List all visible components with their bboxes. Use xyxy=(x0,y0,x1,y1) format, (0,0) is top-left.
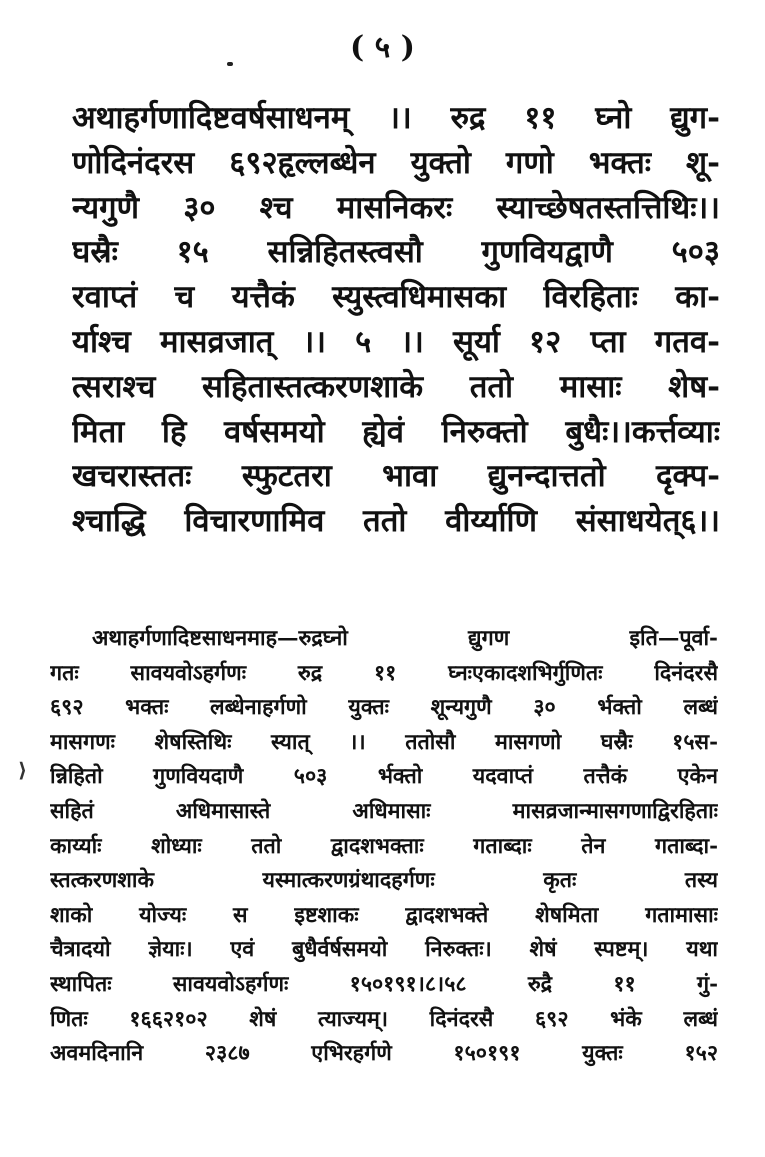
verse-line: त्सराश्च सहितास्तत्करणशाके ततो मासाः शेष- xyxy=(72,368,720,405)
verse-block xyxy=(72,96,720,544)
verse-line: खचरास्ततः स्फुटतरा भावा द्युनन्दात्ततो दृक्प- xyxy=(72,458,720,495)
commentary-line: मासगणः शेषस्तिथिः स्यात् ।। ततोसौ मासगणो घस्रैः १५स- xyxy=(50,729,718,755)
verse-line: श्चाद्धि विचारणामिव ततो वीर्य्याणि संसाधयेत्६।। xyxy=(72,503,720,540)
verse-line: र्याश्च मासव्रजात् ।। ५ ।। सूर्या १२ प्ता गतव- xyxy=(72,323,720,360)
verse-line: घस्रैः १५ सन्निहितस्त्वसौ गुणवियद्वाणै ५०३ xyxy=(72,234,720,271)
commentary-line: णितः १६६२१०२ शेषं त्याज्यम्। दिनंदरसै ६९२ भंके लब्धं xyxy=(50,1006,718,1032)
commentary-line: स्थापितः सावयवोऽहर्गणः १५०१९१।८।५८ रुद्रै ११ गुं- xyxy=(50,971,718,997)
verse-line: न्यगुणै ३० श्च मासनिकरः स्याच्छेषतस्तत्तिथिः।। xyxy=(72,189,720,226)
verse-line: णोदिनंदरस ६९२हृल्लब्धेन युक्तो गणो भक्तः शू- xyxy=(72,144,720,181)
commentary-line: अथाहर्गणादिष्टसाधनमाह—रुद्रघ्नो द्युगण इति—पूर्वा- xyxy=(92,626,718,651)
commentary-line: ६९२ भक्तः लब्धेनाहर्गणो युक्तः शून्यगुणै ३० र्भक्तो लब्धं xyxy=(50,695,718,721)
verse-line: अथाहर्गणादिष्टवर्षसाधनम् ।। रुद्र ११ घ्नो द्युग- xyxy=(72,100,720,136)
commentary-line: न्निहितो गुणवियदाणै ५०३ र्भक्तो यदवाप्तं तत्तैकं एकेन xyxy=(50,764,718,790)
commentary-line: सहितं अधिमासास्ते अधिमासाः मासव्रजान्मासगणाद्विरहिताः xyxy=(50,798,718,824)
commentary-line: चैत्रादयो ज्ञेयाः। एवं बुधैर्वर्षसमयो निरुक्तः। शेषं स्पष्टम्। यथा xyxy=(50,937,718,963)
commentary-line: कार्य्याः शोध्याः ततो द्वादशभक्ताः गताब्दाः तेन गताब्दा- xyxy=(50,833,718,859)
page-number: ( ५ ) xyxy=(350,30,415,65)
commentary-block xyxy=(50,622,718,1072)
commentary-line: शाको योज्यः स इष्टशाकः द्वादशभक्ते शेषमिता गतामासाः xyxy=(50,902,718,928)
verse-line: मिता हि वर्षसमयो ह्येवं निरुक्तो बुधैः।।कर्त्तव्याः xyxy=(72,413,720,450)
margin-mark: ⟩ xyxy=(18,758,28,782)
ink-speck xyxy=(227,62,233,66)
commentary-line: स्तत्करणशाके यस्मात्करणग्रंथादहर्गणः कृतः तस्य xyxy=(50,868,718,894)
verse-line: रवाप्तं च यत्तैकं स्युस्त्वधिमासका विरहिताः का- xyxy=(72,279,720,316)
commentary-line: अवमदिनानि २३८७ एभिरहर्गणे १५०१९१ युक्तः १५२ xyxy=(50,1041,718,1067)
commentary-line: गतः सावयवोऽहर्गणः रुद्र ११ घ्नःएकादशभिर्गुणितः दिनंदरसै xyxy=(50,660,718,686)
